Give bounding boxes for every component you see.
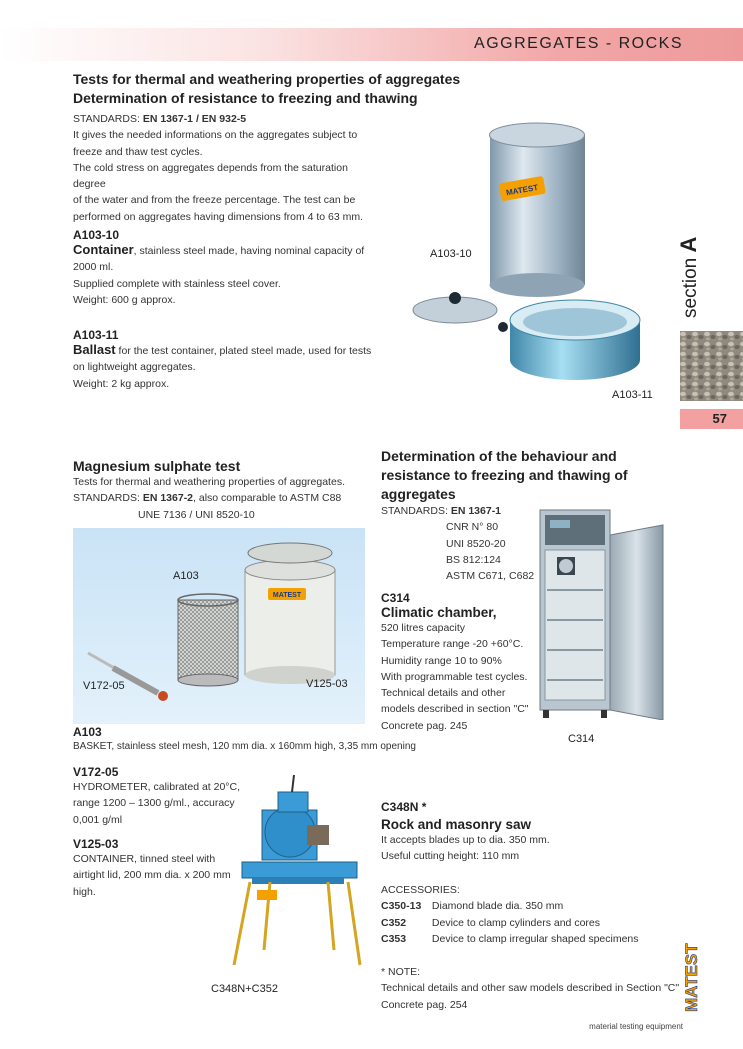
section3-title bbox=[381, 447, 671, 504]
s1-std-value: EN 1367-1 / EN 932-5 bbox=[142, 113, 247, 125]
product-name: Climatic chamber, bbox=[381, 605, 497, 620]
product-desc: , stainless steel made, having nominal capacity of bbox=[133, 245, 365, 257]
product-line: range 1200 – 1300 g/ml., accuracy bbox=[73, 797, 235, 810]
product-a103-11 bbox=[73, 328, 373, 392]
product-code: A103 bbox=[73, 725, 102, 739]
product-name: Rock and masonry saw bbox=[381, 817, 532, 832]
figure-label: C348N+C352 bbox=[211, 983, 278, 995]
product-code: V172-05 bbox=[73, 765, 119, 779]
note-line: Concrete pag. 254 bbox=[381, 998, 468, 1011]
section3-standards bbox=[381, 503, 541, 584]
climatic-chamber-photo bbox=[535, 505, 670, 720]
section-label bbox=[674, 218, 704, 318]
accessory-item bbox=[381, 915, 681, 931]
figure-label: V172-05 bbox=[83, 680, 125, 692]
accessories-title: ACCESSORIES: bbox=[381, 884, 460, 896]
product-a103 bbox=[73, 725, 416, 755]
s1-std-prefix: STANDARDS: bbox=[73, 113, 140, 125]
section1-title-line2: Determination of resistance to freezing and thawing bbox=[73, 90, 418, 106]
s3-std-item: BS 812:124 bbox=[446, 553, 501, 566]
section3-title-line: resistance to freezing and thawing of bbox=[381, 467, 628, 483]
section2-text bbox=[73, 474, 373, 523]
container-ballast-photo bbox=[405, 115, 655, 405]
product-code: A103-10 bbox=[73, 228, 120, 242]
product-name: Container bbox=[73, 242, 134, 257]
product-line: airtight lid, 200 mm dia. x 200 mm bbox=[73, 869, 231, 882]
accessory-item bbox=[381, 931, 681, 947]
figure-label: A103-10 bbox=[430, 248, 472, 260]
s3-std-bold: EN 1367-1 bbox=[450, 505, 502, 517]
product-line: 2000 ml. bbox=[73, 261, 114, 274]
product-code: A103-11 bbox=[73, 328, 119, 342]
note-title: * NOTE: bbox=[381, 966, 421, 978]
accessory-text: Diamond blade dia. 350 mm bbox=[431, 900, 564, 913]
s3-std-item: CNR N° 80 bbox=[446, 521, 499, 534]
product-c348n bbox=[381, 800, 681, 865]
svg-text:MATEST: MATEST bbox=[505, 182, 539, 198]
product-a103-10 bbox=[73, 228, 373, 308]
section1-title-line1: Tests for thermal and weathering properties of aggregates bbox=[73, 71, 461, 87]
s2-std-bold: EN 1367-2 bbox=[142, 492, 194, 505]
note bbox=[381, 964, 681, 1013]
product-code: C348N * bbox=[381, 800, 427, 814]
product-code: V125-03 bbox=[73, 837, 119, 851]
product-line: high. bbox=[73, 885, 96, 898]
s2-std-prefix: STANDARDS: bbox=[73, 492, 140, 505]
figure-label: A103-11 bbox=[612, 389, 653, 401]
s1-desc-line: freeze and thaw test cycles. bbox=[73, 145, 203, 158]
accessory-text: Device to clamp irregular shaped specimens bbox=[431, 932, 639, 945]
matest-logo bbox=[680, 930, 702, 1015]
s2-std-rest: , also comparable to ASTM C88 bbox=[193, 492, 342, 505]
product-line: on lightweight aggregates. bbox=[73, 361, 196, 374]
logo-text: MATEST bbox=[682, 943, 701, 1012]
product-line: Temperature range -20 +60°C. bbox=[381, 638, 524, 651]
figure-label: A103 bbox=[173, 570, 199, 582]
s2-std-line2: UNE 7136 / UNI 8520-10 bbox=[138, 508, 255, 521]
product-line: CONTAINER, tinned steel with bbox=[73, 853, 216, 865]
product-desc: for the test container, plated steel made, used for tests bbox=[115, 345, 372, 357]
product-line: Useful cutting height: 110 mm bbox=[381, 850, 520, 863]
s3-std-item: ASTM C671, C682 bbox=[446, 570, 535, 583]
product-line: With programmable test cycles. bbox=[381, 670, 528, 683]
s2-line: Tests for thermal and weathering properties of aggregates. bbox=[73, 476, 345, 488]
s1-desc-line: It gives the needed informations on the aggregates subject to bbox=[73, 129, 358, 142]
section1-title bbox=[73, 70, 460, 108]
accessory-code: C352 bbox=[381, 916, 407, 929]
note-line: Technical details and other saw models described in Section "C" bbox=[381, 982, 680, 995]
s3-std-item: UNI 8520-20 bbox=[446, 537, 506, 550]
s1-desc-line: performed on aggregates having dimensions from 4 to 63 mm. bbox=[73, 210, 364, 223]
s1-desc-line: of the water and from the freeze percentage. The test can be bbox=[73, 194, 356, 207]
page-number: 57 bbox=[712, 411, 727, 426]
footer-text: material testing equipment bbox=[589, 1022, 683, 1031]
section3-title-line: Determination of the behaviour and bbox=[381, 448, 617, 464]
accessory-code: C353 bbox=[381, 932, 407, 945]
section3-title-line: aggregates bbox=[381, 486, 456, 502]
product-c314 bbox=[381, 591, 541, 734]
product-desc: BASKET, stainless steel mesh, 120 mm dia. x 160mm high, 3,35 mm opening bbox=[73, 741, 416, 752]
product-line: It accepts blades up to dia. 350 mm. bbox=[381, 834, 550, 846]
page-number-tab bbox=[680, 409, 743, 429]
product-line: Weight: 600 g approx. bbox=[73, 293, 176, 306]
product-line: 520 litres capacity bbox=[381, 622, 466, 634]
product-code: C314 bbox=[381, 591, 410, 605]
product-name: Ballast bbox=[73, 342, 116, 357]
accessory-code: C350-13 bbox=[381, 900, 422, 913]
accessory-item bbox=[381, 898, 681, 914]
product-line: Technical details and other bbox=[381, 687, 506, 700]
magnesium-sulphate-photo bbox=[73, 528, 365, 724]
product-line: Supplied complete with stainless steel cover. bbox=[73, 277, 281, 290]
product-line: models described in section "C" bbox=[381, 703, 529, 716]
product-line: 0,001 g/ml bbox=[73, 813, 123, 826]
product-line: Weight: 2 kg approx. bbox=[73, 377, 170, 390]
section-letter: A bbox=[676, 236, 701, 253]
accessories bbox=[381, 882, 681, 947]
gravel-thumbnail bbox=[680, 331, 743, 401]
accessory-text: Device to clamp cylinders and cores bbox=[431, 916, 600, 929]
product-line: Concrete pag. 245 bbox=[381, 719, 468, 732]
s1-desc-line: The cold stress on aggregates depends from the saturation degree bbox=[73, 161, 348, 191]
figure-label: C314 bbox=[568, 733, 595, 745]
product-line: Humidity range 10 to 90% bbox=[381, 654, 502, 667]
figure-label: V125-03 bbox=[306, 678, 348, 690]
svg-text:MATEST: MATEST bbox=[272, 592, 302, 599]
s3-std-prefix: STANDARDS: bbox=[381, 505, 448, 517]
page-header-title: AGGREGATES - ROCKS bbox=[474, 35, 683, 52]
section2-title: Magnesium sulphate test bbox=[73, 458, 241, 474]
section1-text bbox=[73, 111, 373, 225]
section-word: section bbox=[680, 257, 701, 318]
product-line: HYDROMETER, calibrated at 20°C, bbox=[73, 781, 241, 793]
rock-saw-photo bbox=[222, 770, 372, 975]
